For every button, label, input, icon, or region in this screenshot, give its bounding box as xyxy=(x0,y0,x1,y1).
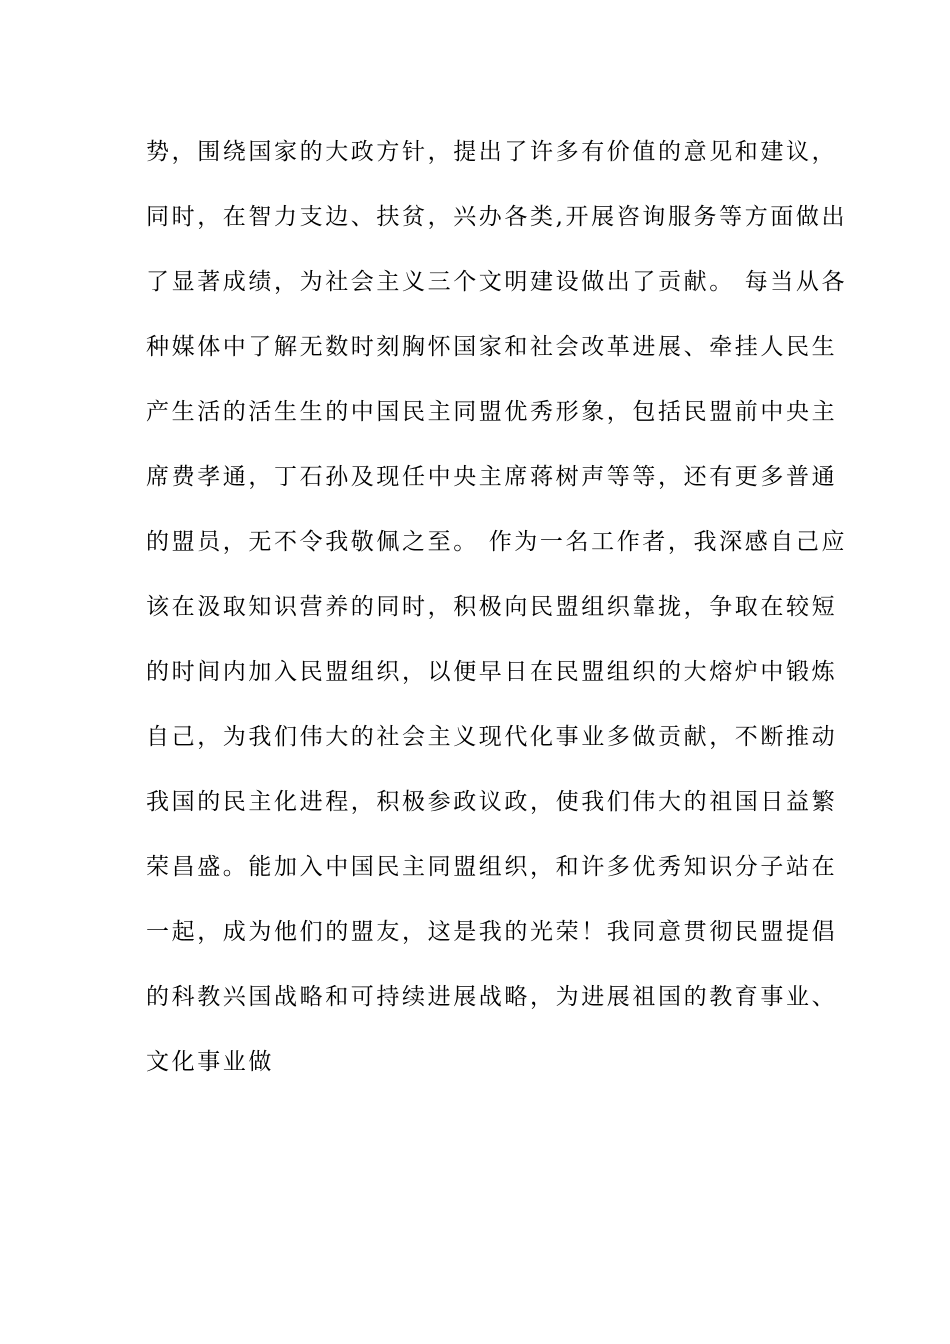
text-line: 了显著成绩，为社会主义三个文明建设做出了贡献。 每当从各 xyxy=(146,269,848,295)
text-line: 一起，成为他们的盟友，这是我的光荣！我同意贯彻民盟提倡 xyxy=(146,919,838,945)
text-line: 文化事业做 xyxy=(146,1049,274,1075)
body-text xyxy=(146,127,848,1102)
text-line: 同时，在智力支边、扶贫，兴办各类,开展咨询服务等方面做出 xyxy=(146,204,848,230)
text-line: 席费孝通，丁石孙及现任中央主席蒋树声等等，还有更多普通 xyxy=(146,464,838,490)
text-line: 我国的民主化进程，积极参政议政，使我们伟大的祖国日益繁 xyxy=(146,789,838,815)
text-line: 产生活的活生生的中国民主同盟优秀形象，包括民盟前中央主 xyxy=(146,399,838,425)
text-line: 该在汲取知识营养的同时，积极向民盟组织靠拢，争取在较短 xyxy=(146,594,838,620)
text-line: 的盟员，无不令我敬佩之至。 作为一名工作者，我深感自己应 xyxy=(146,529,848,555)
text-line: 的科教兴国战略和可持续进展战略，为进展祖国的教育事业、 xyxy=(146,984,838,1010)
text-line: 荣昌盛。能加入中国民主同盟组织，和许多优秀知识分子站在 xyxy=(146,854,838,880)
text-line: 的时间内加入民盟组织，以便早日在民盟组织的大熔炉中锻炼 xyxy=(146,659,838,685)
text-line: 势，围绕国家的大政方针，提出了许多有价值的意见和建议， xyxy=(146,139,838,165)
text-line: 种媒体中了解无数时刻胸怀国家和社会改革进展、牵挂人民生 xyxy=(146,334,838,360)
text-line: 自己，为我们伟大的社会主义现代化事业多做贡献，不断推动 xyxy=(146,724,838,750)
